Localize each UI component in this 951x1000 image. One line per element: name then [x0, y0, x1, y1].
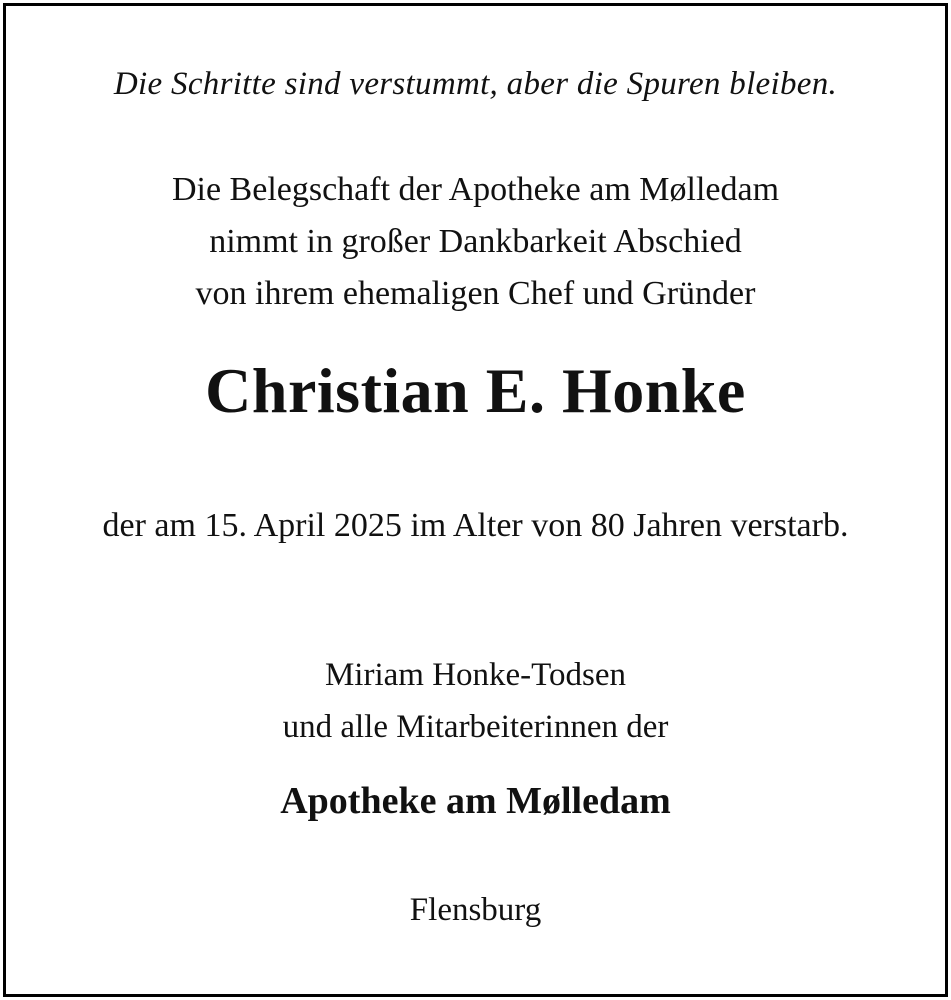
intro-line-3: von ihrem ehemaligen Chef und Gründer — [195, 275, 756, 312]
intro-line-2: nimmt in großer Dankbarkeit Abschied — [209, 223, 742, 260]
signatory-line-2: und alle Mitarbeiterinnen der — [282, 709, 669, 745]
deceased-name: Christian E. Honke — [205, 355, 746, 426]
obituary-border — [3, 3, 948, 997]
motto-quote: Die Schritte sind verstummt, aber die Spuren bleiben. — [113, 66, 838, 102]
intro-line-1: Die Belegschaft der Apotheke am Mølledam — [171, 171, 780, 208]
city-name: Flensburg — [409, 892, 542, 928]
death-statement: der am 15. April 2025 im Alter von 80 Jahren verstarb. — [102, 507, 849, 544]
pharmacy-name: Apotheke am Mølledam — [280, 780, 671, 822]
signatory-line-1: Miriam Honke-Todsen — [324, 657, 627, 693]
